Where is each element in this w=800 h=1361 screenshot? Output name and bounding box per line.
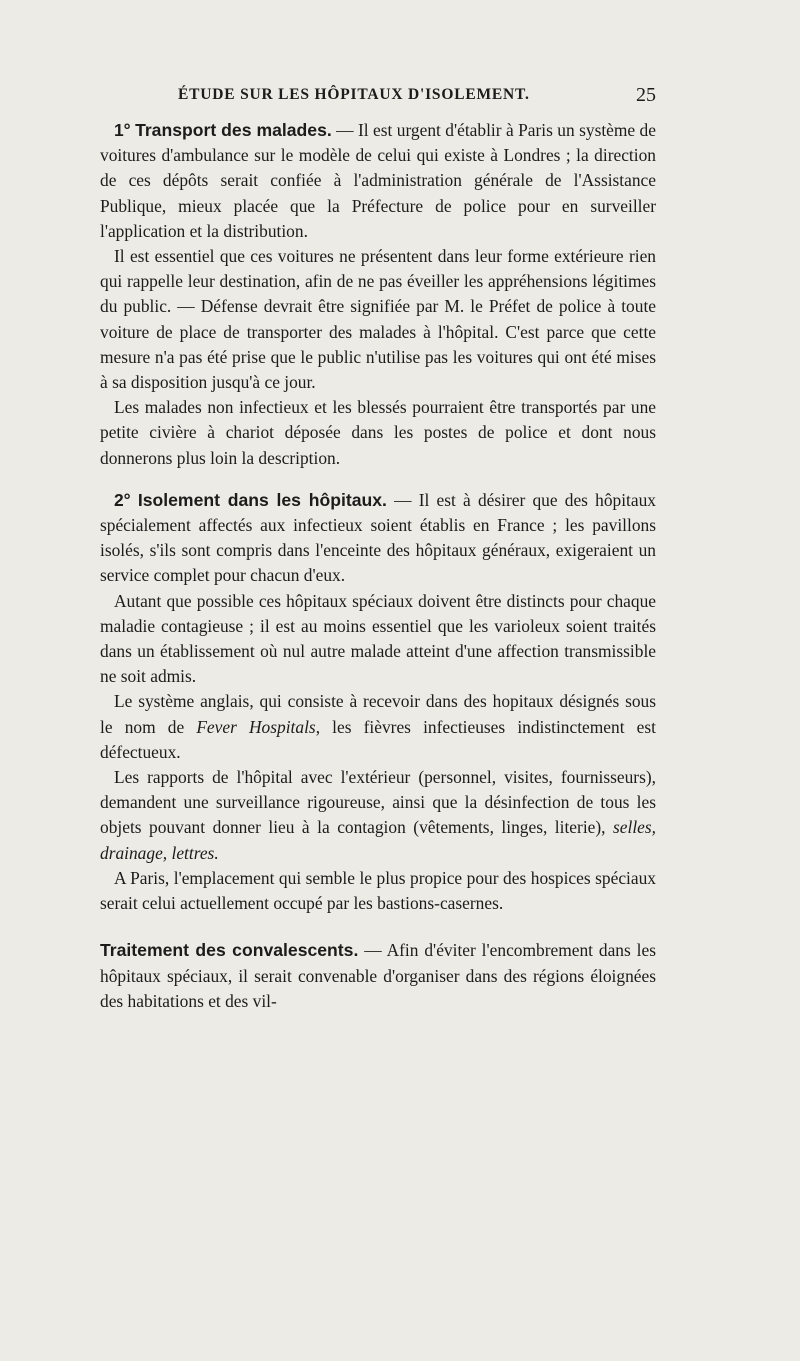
section-transport-paragraph-2: Il est essentiel que ces voitures ne présentent dans leur forme extérieure rien qui rappelle leur destination, afin de ne pas éveiller les appréhensions légitimes du public. — Défense devrait être signifiée par M. le Préfet de police à toute voiture de place de transporter des malades à l'hôpital. C'est parce que cette mesure n'a pas été prise que le public n'utilise pas les voitures qui ont été mises à sa disposition jusqu'à ce jour. [100,246,656,393]
italic-term: selles, drainage, lettres. [100,817,656,863]
body-text [100,118,656,1014]
section-heading-isolement: Isolement dans les hôpitaux. [137,489,387,510]
section-heading-transport: Transport des malades. [135,120,332,140]
paragraph-text: , les fièvres infectieuses indistinctement est défectueux. [100,716,656,762]
paragraph-text: Les rapports de l'hôpital avec l'extérieur (personnel, visites, fournisseurs), demandent une surveillance rigoureuse, ainsi que la désinfection de tous les objets pouvant donner lieu à la contagion (vêtements, linges, literie), [100,767,656,838]
paragraph-text: — Afin d'éviter l'encombrement dans les hôpitaux spéciaux, il serait convenable d'organiser dans des régions éloignées des habitations et des vil- [100,940,656,1011]
section-transport-paragraph-3: Les malades non infectieux et les blessés pourraient être transportés par une petite civière à chariot déposée dans les postes de police et dont nous donnerons plus loin la description. [100,397,656,468]
running-head [100,86,656,108]
running-title: ÉTUDE SUR LES HÔPITAUX D'ISOLEMENT. [178,86,530,103]
paragraph-text: — Il est à désirer que des hôpitaux spécialement affectés aux infectieux soient établis en France ; les pavillons isolés, s'ils sont compris dans l'enceinte des hôpitaux généraux, exigeraient un service complet pour chacun d'eux. [100,489,656,586]
section-number: 2° [114,489,131,510]
section-isolement-paragraph-3 [100,689,656,765]
paragraph-text: Le système anglais, qui consiste à recevoir dans des hopitaux désignés sous le nom de [100,691,656,737]
italic-term: Fever Hospitals [196,716,316,737]
section-isolement-paragraph-2: Autant que possible ces hôpitaux spéciaux doivent être distincts pour chaque maladie contagieuse ; il est au moins essentiel que les varioleux soient traités dans un établissement où nul autre malade atteint d'une affection transmissible ne soit admis. [100,590,656,687]
section-isolement-paragraph-4 [100,765,656,866]
section-heading-convalescents: Traitement des convalescents. [100,940,359,961]
section-number: 1° [114,120,131,140]
page-number: 25 [636,84,656,106]
section-isolement-paragraph-1 [100,488,656,589]
section-transport-paragraph-1 [100,118,656,244]
section-convalescents-paragraph-1 [100,938,656,1014]
paragraph-text: — Il est urgent d'établir à Paris un système de voitures d'ambulance sur le modèle de celui qui existe à Londres ; la direction de ces dépôts serait confiée à l'administration générale de l'Assistance Publique, mieux placée que la Préfecture de police pour en surveiller l'application et la distribution. [100,120,656,241]
section-isolement-paragraph-5: A Paris, l'emplacement qui semble le plus propice pour des hospices spéciaux serait celui actuellement occupé par les bastions-casernes. [100,867,656,914]
